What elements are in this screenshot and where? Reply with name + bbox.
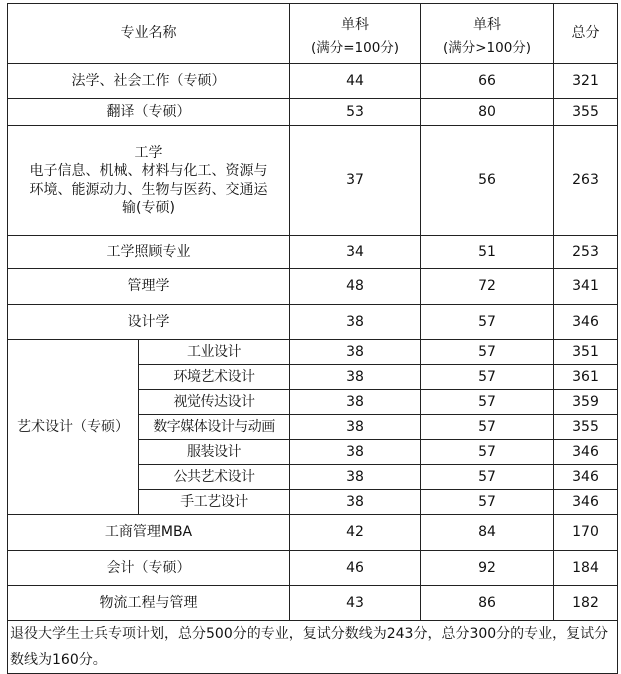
score-single-gt100: 57 xyxy=(421,490,554,515)
score-single-gt100: 57 xyxy=(421,415,554,440)
score-single-gt100: 57 xyxy=(421,440,554,465)
art-group-name: 艺术设计（专硕） xyxy=(8,340,139,515)
header-major-name: 专业名称 xyxy=(8,4,290,64)
table-row xyxy=(8,305,618,340)
header-single-100 xyxy=(290,4,421,64)
sub-major-name: 工业设计 xyxy=(139,340,290,365)
score-total: 351 xyxy=(554,340,618,365)
sub-major-name: 视觉传达设计 xyxy=(139,390,290,415)
table-row xyxy=(8,551,618,586)
score-single-100: 42 xyxy=(290,515,421,551)
score-single-gt100: 51 xyxy=(421,236,554,269)
score-single-gt100: 92 xyxy=(421,551,554,586)
score-single-100: 38 xyxy=(290,415,421,440)
header-single-100-title: 单科 xyxy=(341,16,369,33)
major-name: 法学、社会工作（专硕） xyxy=(8,64,290,99)
score-total: 346 xyxy=(554,490,618,515)
score-single-gt100: 66 xyxy=(421,64,554,99)
score-single-100: 34 xyxy=(290,236,421,269)
score-total: 170 xyxy=(554,515,618,551)
table-row xyxy=(8,586,618,621)
note-row xyxy=(8,621,618,674)
score-table xyxy=(7,3,618,674)
score-total: 321 xyxy=(554,64,618,99)
score-single-100: 38 xyxy=(290,340,421,365)
score-total: 184 xyxy=(554,551,618,586)
score-single-100: 37 xyxy=(290,126,421,236)
sub-major-name: 数字媒体设计与动画 xyxy=(139,415,290,440)
score-total: 355 xyxy=(554,99,618,126)
score-single-100: 38 xyxy=(290,305,421,340)
score-single-100: 53 xyxy=(290,99,421,126)
major-name-line: 电子信息、机械、材料与化工、资源与 xyxy=(29,163,268,180)
score-total: 182 xyxy=(554,586,618,621)
score-single-gt100: 80 xyxy=(421,99,554,126)
major-name: 设计学 xyxy=(8,305,290,340)
major-name: 翻译（专硕） xyxy=(8,99,290,126)
score-total: 253 xyxy=(554,236,618,269)
sub-major-name: 手工艺设计 xyxy=(139,490,290,515)
major-name: 工学照顾专业 xyxy=(8,236,290,269)
major-name-engineering xyxy=(8,126,290,236)
header-total: 总分 xyxy=(554,4,618,64)
score-single-100: 38 xyxy=(290,465,421,490)
table-row xyxy=(8,269,618,305)
score-single-100: 44 xyxy=(290,64,421,99)
major-name: 物流工程与管理 xyxy=(8,586,290,621)
score-single-100: 38 xyxy=(290,490,421,515)
header-single-gt100 xyxy=(421,4,554,64)
score-single-gt100: 72 xyxy=(421,269,554,305)
score-single-gt100: 57 xyxy=(421,390,554,415)
score-single-gt100: 56 xyxy=(421,126,554,236)
score-single-gt100: 84 xyxy=(421,515,554,551)
table-row xyxy=(8,126,618,236)
score-total: 355 xyxy=(554,415,618,440)
score-single-100: 48 xyxy=(290,269,421,305)
table-row xyxy=(8,64,618,99)
major-name: 工商管理MBA xyxy=(8,515,290,551)
major-name: 会计（专硕） xyxy=(8,551,290,586)
sub-major-name: 公共艺术设计 xyxy=(139,465,290,490)
table-row xyxy=(8,340,618,365)
major-name: 管理学 xyxy=(8,269,290,305)
score-single-gt100: 57 xyxy=(421,465,554,490)
major-name-line: 输(专硕) xyxy=(122,199,175,216)
table-row xyxy=(8,236,618,269)
header-single-gt100-title: 单科 xyxy=(473,16,501,33)
sub-major-name: 服装设计 xyxy=(139,440,290,465)
score-total: 361 xyxy=(554,365,618,390)
header-single-gt100-sub: (满分>100分) xyxy=(442,39,532,56)
table-row xyxy=(8,99,618,126)
header-row xyxy=(8,4,618,64)
header-single-100-sub: (满分=100分) xyxy=(310,39,400,56)
score-single-100: 38 xyxy=(290,390,421,415)
score-single-gt100: 57 xyxy=(421,340,554,365)
score-single-100: 46 xyxy=(290,551,421,586)
score-single-gt100: 57 xyxy=(421,305,554,340)
score-total: 346 xyxy=(554,465,618,490)
score-single-gt100: 57 xyxy=(421,365,554,390)
score-total: 359 xyxy=(554,390,618,415)
score-single-100: 38 xyxy=(290,440,421,465)
score-single-gt100: 86 xyxy=(421,586,554,621)
major-name-line: 环境、能源动力、生物与医药、交通运 xyxy=(29,181,268,198)
table-row xyxy=(8,515,618,551)
footnote: 退役大学生士兵专项计划，总分500分的专业，复试分数线为243分，总分300分的专业，复试分数线为160分。 xyxy=(8,621,618,674)
score-total: 346 xyxy=(554,440,618,465)
score-total: 341 xyxy=(554,269,618,305)
score-total: 263 xyxy=(554,126,618,236)
major-name-title: 工学 xyxy=(134,145,163,162)
sub-major-name: 环境艺术设计 xyxy=(139,365,290,390)
score-total: 346 xyxy=(554,305,618,340)
score-single-100: 38 xyxy=(290,365,421,390)
score-single-100: 43 xyxy=(290,586,421,621)
